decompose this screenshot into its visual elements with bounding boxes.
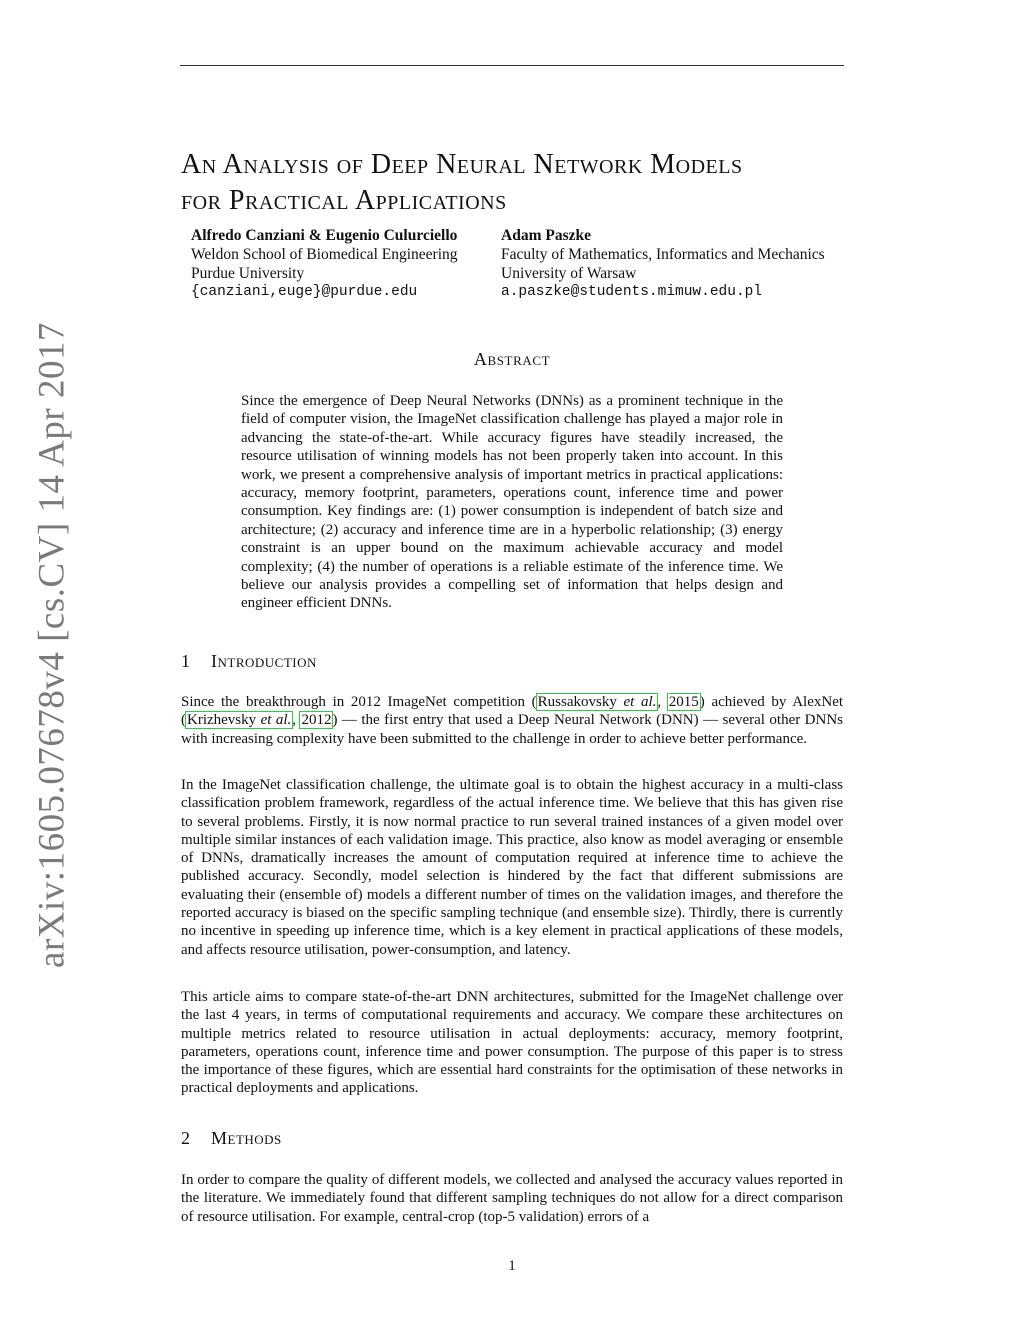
intro-paragraph-3: This article aims to compare state-of-the-art DNN architectures, submitted for the ImageNet challenge over the last 4 years, in terms of computational requirements and accuracy. We compare these architectures on multiple metrics related to resource utilisation in actual deployments: accuracy, memory footprint, parameters, operations count, inference time and power consumption. The purpose of this paper is to stress the importance of these figures, which are essential hard constraints for the optimisation of these networks in practical deployments and applications. bbox=[181, 989, 843, 1097]
paper-title bbox=[181, 147, 861, 219]
text-run: ) — the first entry that used a Deep Neural Network (DNN) — several other DNNs with increasing complexity have been submitted to the challenge in order to achieve better performance. bbox=[181, 712, 844, 747]
author-email: a.paszke@students.mimuw.edu.pl bbox=[501, 284, 763, 300]
author-institution: Purdue University bbox=[191, 265, 305, 282]
author-names: Adam Paszke bbox=[501, 227, 591, 244]
section-title: Introduction bbox=[211, 651, 317, 671]
citation-etal: et al. bbox=[260, 712, 292, 729]
author-institution: University of Warsaw bbox=[501, 265, 637, 282]
text-run: ) achieved by AlexNet ( bbox=[181, 694, 844, 729]
section-number: 1 bbox=[181, 651, 191, 671]
author-email: {canziani,euge}@purdue.edu bbox=[191, 284, 418, 300]
abstract-text: Since the emergence of Deep Neural Networks (DNNs) as a prominent technique in the field of computer vision, the ImageNet classification challenge has played a major role in advancing the state-of-the-art. While accuracy figures have steadily increased, the resource utilisation of winning models has not been properly taken into account. In this work, we present a comprehensive analysis of important metrics in practical applications: accuracy, memory footprint, parameters, operations count, inference time and power consumption. Key findings are: (1) power consumption is independent of batch size and architecture; (2) accuracy and inference time are in a hyperbolic relationship; (3) energy constraint is an upper bound on the maximum achievable accuracy and model complexity; (4) the number of operations is a reliable estimate of the inference time. We believe our analysis provides a compelling set of information that helps design and engineer efficient DNNs. bbox=[241, 393, 783, 612]
intro-paragraph-2: In the ImageNet classification challenge, the ultimate goal is to obtain the highest accuracy in a multi-class classification problem framework, regardless of the actual inference time. We believe that this has given rise to several problems. Firstly, it is now normal practice to run several trained instances of a given model over multiple similar instances of each validation image. This practice, also know as model averaging or ensemble of DNNs, dramatically increases the amount of computation required at inference time to achieve the published accuracy. Secondly, model selection is hindered by the fact that different submissions are evaluating their (ensemble of) models a different number of times on the validation images, and therefore the reported accuracy is biased on the specific sampling technique (and ensemble size). Thirdly, there is currently no incentive in speeding up inference time, which is a key element in practical applications of these models, and affects resource utilisation, power-consumption, and latency. bbox=[181, 777, 843, 958]
title-line-1: An Analysis of Deep Neural Network Models bbox=[181, 148, 743, 180]
top-rule bbox=[180, 65, 844, 66]
author-names: Alfredo Canziani & Eugenio Culurciello bbox=[191, 227, 458, 244]
intro-paragraph-1 bbox=[181, 693, 843, 748]
abstract-heading: Abstract bbox=[473, 349, 551, 369]
citation-link[interactable] bbox=[537, 694, 658, 710]
section-heading-methods bbox=[181, 1128, 282, 1149]
title-line-2: for Practical Applications bbox=[181, 184, 507, 216]
section-title: Methods bbox=[211, 1128, 282, 1148]
author-affiliation: Weldon School of Biomedical Engineering bbox=[191, 246, 458, 263]
arxiv-identifier: arXiv:1605.07678v4 [cs.CV] 14 Apr 2017 bbox=[31, 322, 73, 968]
author-block-right bbox=[501, 226, 825, 302]
author-affiliation: Faculty of Mathematics, Informatics and Mechanics bbox=[501, 246, 825, 263]
citation-year-link[interactable]: 2012 bbox=[301, 712, 332, 729]
text-run: , bbox=[657, 694, 668, 710]
text-run: Since the breakthrough in 2012 ImageNet competition ( bbox=[181, 694, 537, 710]
section-number: 2 bbox=[181, 1128, 191, 1148]
citation-author: Krizhevsky bbox=[187, 712, 257, 729]
methods-paragraph-1: In order to compare the quality of different models, we collected and analysed the accuracy values reported in the literature. We immediately found that different sampling techniques do not allow for a direct comparison of resource utilisation. For example, central-crop (top-5 validation) errors of a bbox=[181, 1172, 843, 1225]
author-block-left bbox=[191, 226, 458, 302]
section-heading-introduction bbox=[181, 651, 317, 672]
citation-etal: et al. bbox=[623, 694, 657, 710]
citation-year-link[interactable]: 2015 bbox=[668, 694, 699, 710]
citation-link[interactable] bbox=[186, 712, 292, 728]
citation-author: Russakovsky bbox=[537, 694, 617, 710]
text-run: , bbox=[292, 712, 301, 729]
page-number: 1 bbox=[508, 1258, 516, 1274]
